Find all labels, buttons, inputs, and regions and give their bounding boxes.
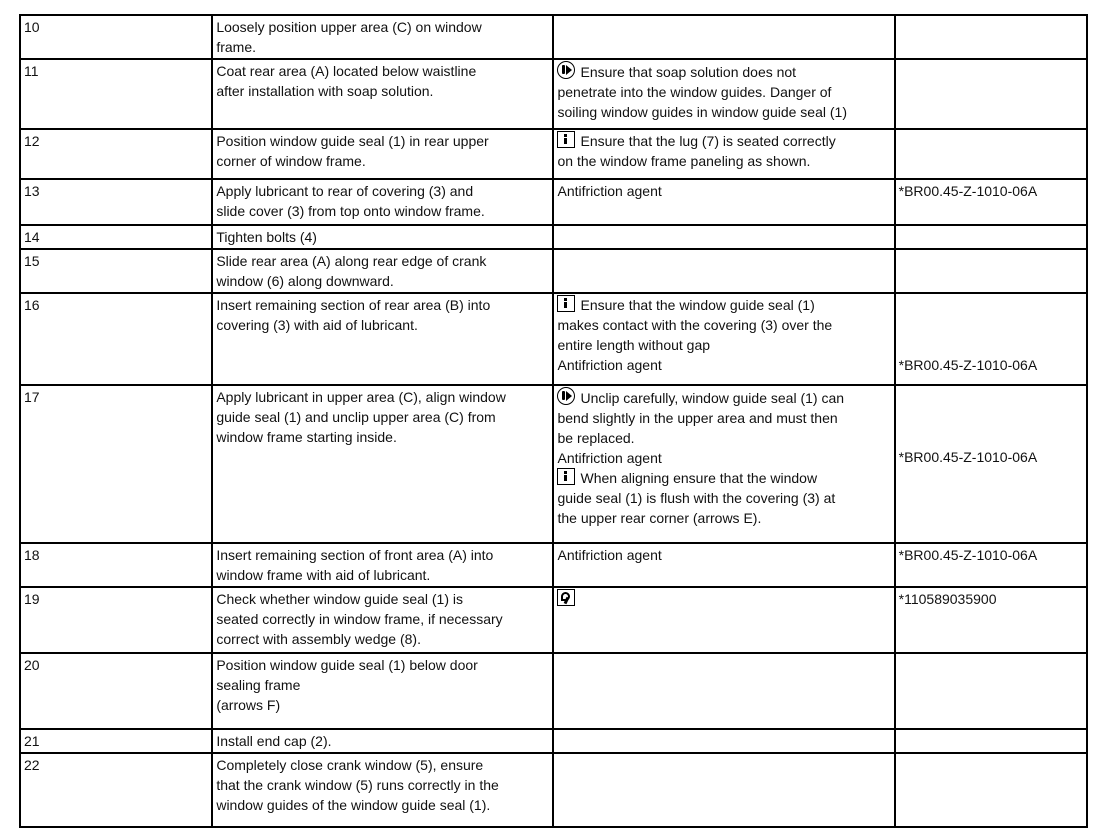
procedure-table [19, 14, 1088, 828]
note-line [557, 102, 890, 122]
spacer [899, 315, 1083, 335]
reference-cell [895, 249, 1087, 293]
action-cell [212, 179, 553, 225]
table-row [20, 587, 1087, 653]
reference-cell [895, 385, 1087, 543]
reference-cell [895, 293, 1087, 385]
note-line [557, 428, 890, 448]
step-number-cell: 18 [20, 543, 212, 587]
action-line: Apply lubricant to rear of covering (3) and [216, 183, 474, 199]
reference-number: *BR00.45-Z-1010-06A [898, 183, 1038, 199]
note-block [557, 468, 890, 528]
action-cell [212, 15, 553, 59]
action-line: covering (3) with aid of lubricant. [216, 317, 418, 333]
note-text: Ensure that the lug (7) is seated correctly [580, 133, 836, 149]
table-row [20, 729, 1087, 753]
note-cell [553, 59, 894, 129]
action-line: sealing frame [216, 677, 301, 693]
table-row [20, 543, 1087, 587]
step-number-cell: 11 [20, 59, 212, 129]
action-line: after installation with soap solution. [216, 83, 434, 99]
action-cell [212, 587, 553, 653]
info-icon [557, 131, 575, 148]
note-cell [553, 729, 894, 753]
note-line [557, 448, 890, 468]
reference-cell [895, 543, 1087, 587]
action-line: Loosely position upper area (C) on window [216, 19, 482, 35]
table-row [20, 385, 1087, 543]
tool-icon [557, 589, 575, 606]
note-text: Unclip carefully, window guide seal (1) can [580, 390, 845, 406]
action-line: Install end cap (2). [216, 733, 332, 749]
table-row [20, 249, 1087, 293]
action-line: Slide rear area (A) along rear edge of crank [216, 253, 487, 269]
action-line: window (6) along downward. [216, 273, 394, 289]
note-line [557, 488, 890, 508]
step-number-cell: 17 [20, 385, 212, 543]
action-cell [212, 653, 553, 729]
note-text: makes contact with the covering (3) over the [557, 317, 833, 333]
note-line [557, 387, 890, 408]
note-line [557, 589, 890, 609]
action-cell [212, 753, 553, 827]
note-block [557, 61, 890, 122]
note-text: penetrate into the window guides. Danger of [557, 84, 832, 100]
action-cell [212, 293, 553, 385]
note-cell [553, 293, 894, 385]
action-line: seated correctly in window frame, if necessary [216, 611, 503, 627]
note-block [557, 448, 890, 468]
note-text: bend slightly in the upper area and must then [557, 410, 838, 426]
reference-cell [895, 129, 1087, 179]
note-block [557, 181, 890, 201]
note-block [557, 387, 890, 448]
note-line [557, 151, 890, 171]
step-number-cell: 21 [20, 729, 212, 753]
note-text: guide seal (1) is flush with the covering (3) at [557, 490, 836, 506]
action-cell [212, 729, 553, 753]
note-cell [553, 587, 894, 653]
action-line: window frame with aid of lubricant. [216, 567, 431, 583]
note-block [557, 589, 890, 609]
procedure-table-body [20, 15, 1087, 827]
reference-cell [895, 729, 1087, 753]
note-text: entire length without gap [557, 337, 711, 353]
note-cell [553, 15, 894, 59]
action-line: Completely close crank window (5), ensure [216, 757, 484, 773]
note-line [557, 408, 890, 428]
action-line: slide cover (3) from top onto window frame. [216, 203, 485, 219]
note-line [557, 315, 890, 335]
action-cell [212, 59, 553, 129]
table-row [20, 129, 1087, 179]
note-line [557, 295, 890, 315]
note-text: Ensure that soap solution does not [580, 64, 797, 80]
action-line: Tighten bolts (4) [216, 229, 317, 245]
table-row [20, 179, 1087, 225]
caution-icon [557, 61, 575, 79]
step-number-cell: 15 [20, 249, 212, 293]
action-line: Apply lubricant in upper area (C), align window [216, 389, 506, 405]
spacer [899, 335, 1083, 355]
note-line [557, 335, 890, 355]
note-text: Antifriction agent [557, 547, 662, 563]
note-block [557, 545, 890, 565]
action-line: Check whether window guide seal (1) is [216, 591, 464, 607]
note-text: When aligning ensure that the window [580, 470, 818, 486]
note-cell [553, 225, 894, 249]
note-cell [553, 653, 894, 729]
note-cell [553, 249, 894, 293]
reference-cell [895, 225, 1087, 249]
table-row [20, 225, 1087, 249]
step-number-cell: 12 [20, 129, 212, 179]
note-text: Antifriction agent [557, 183, 662, 199]
reference-number: *BR00.45-Z-1010-06A [898, 357, 1038, 373]
info-icon [557, 295, 575, 312]
action-cell [212, 385, 553, 543]
action-line: corner of window frame. [216, 153, 366, 169]
note-line [557, 61, 890, 82]
table-row [20, 15, 1087, 59]
spacer [899, 387, 1083, 407]
table-row [20, 653, 1087, 729]
note-line [557, 508, 890, 528]
reference-number: *BR00.45-Z-1010-06A [898, 449, 1038, 465]
action-line: (arrows F) [216, 697, 281, 713]
step-number-cell: 13 [20, 179, 212, 225]
step-number-cell: 10 [20, 15, 212, 59]
action-line: Position window guide seal (1) below door [216, 657, 478, 673]
note-line [557, 545, 890, 565]
table-row [20, 753, 1087, 827]
note-cell [553, 385, 894, 543]
note-line [557, 82, 890, 102]
reference-cell [895, 587, 1087, 653]
note-line [557, 131, 890, 151]
step-number-cell: 19 [20, 587, 212, 653]
note-cell [553, 753, 894, 827]
reference-number: *BR00.45-Z-1010-06A [898, 547, 1038, 563]
reference-cell [895, 179, 1087, 225]
spacer [899, 427, 1083, 447]
action-line: Insert remaining section of front area (A) into [216, 547, 494, 563]
action-cell [212, 129, 553, 179]
action-line: guide seal (1) and unclip upper area (C) from [216, 409, 496, 425]
action-cell [212, 543, 553, 587]
note-text: soiling window guides in window guide seal (1) [557, 104, 847, 120]
action-line: Position window guide seal (1) in rear upper [216, 133, 489, 149]
note-line [557, 355, 890, 375]
note-line [557, 181, 890, 201]
note-line [557, 468, 890, 488]
note-text: the upper rear corner (arrows E). [557, 510, 762, 526]
note-text: Ensure that the window guide seal (1) [580, 297, 815, 313]
reference-cell [895, 653, 1087, 729]
action-line: frame. [216, 39, 257, 55]
info-icon [557, 468, 575, 485]
note-block [557, 355, 890, 375]
action-cell [212, 225, 553, 249]
note-cell [553, 543, 894, 587]
table-row [20, 293, 1087, 385]
note-text: on the window frame paneling as shown. [557, 153, 811, 169]
note-block [557, 131, 890, 171]
reference-cell [895, 59, 1087, 129]
action-cell [212, 249, 553, 293]
action-line: window frame starting inside. [216, 429, 397, 445]
spacer [899, 407, 1083, 427]
step-number-cell: 16 [20, 293, 212, 385]
note-block [557, 295, 890, 355]
caution-icon [557, 387, 575, 405]
note-text: Antifriction agent [557, 357, 662, 373]
note-cell [553, 129, 894, 179]
table-row [20, 59, 1087, 129]
step-number-cell: 14 [20, 225, 212, 249]
action-line: correct with assembly wedge (8). [216, 631, 421, 647]
reference-number: *110589035900 [898, 591, 997, 607]
spacer [899, 295, 1083, 315]
action-line: that the crank window (5) runs correctly in the [216, 777, 499, 793]
reference-cell [895, 753, 1087, 827]
action-line: Insert remaining section of rear area (B) into [216, 297, 491, 313]
step-number-cell: 22 [20, 753, 212, 827]
action-line: window guides of the window guide seal (1). [216, 797, 491, 813]
reference-cell [895, 15, 1087, 59]
step-number-cell: 20 [20, 653, 212, 729]
note-text: Antifriction agent [557, 450, 662, 466]
action-line: Coat rear area (A) located below waistline [216, 63, 477, 79]
note-text: be replaced. [557, 430, 635, 446]
note-cell [553, 179, 894, 225]
